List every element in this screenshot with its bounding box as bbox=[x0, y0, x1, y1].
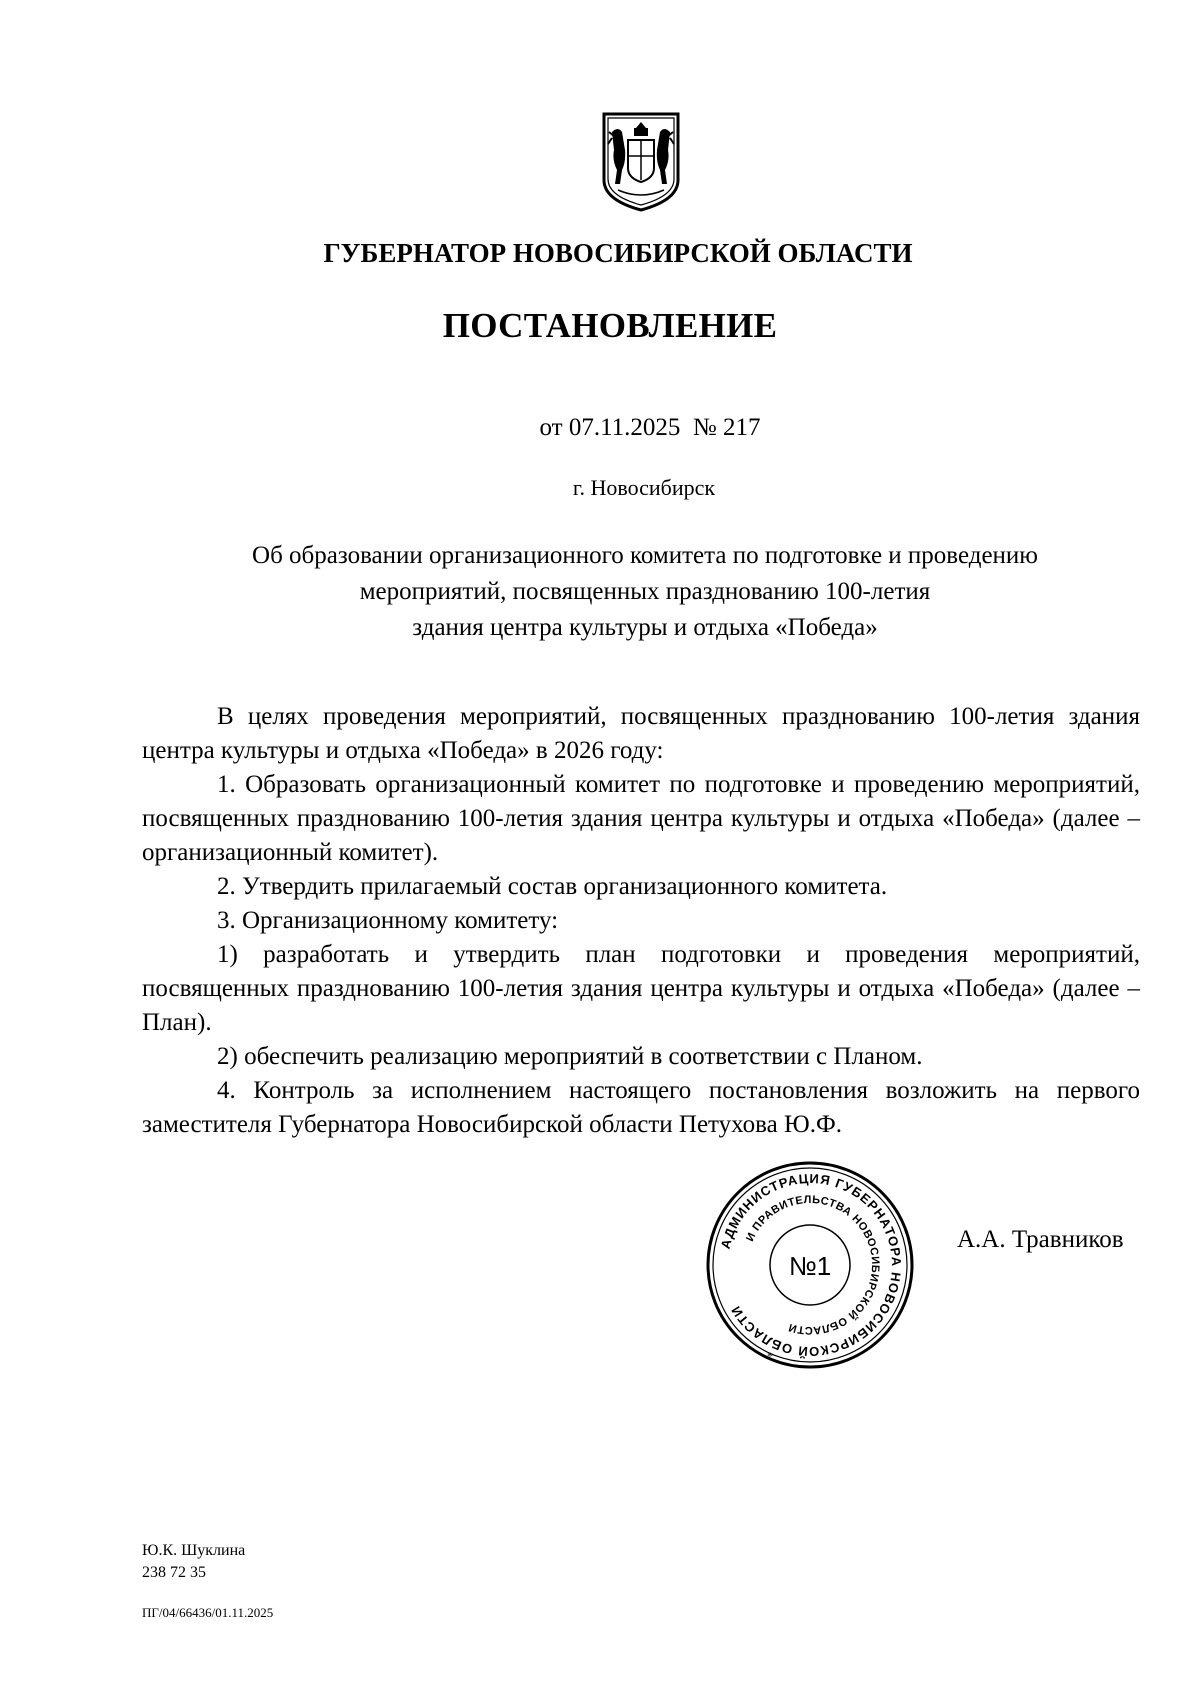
document-code: ПГ/04/66436/01.11.2025 bbox=[142, 1605, 274, 1620]
issuing-authority: ГУБЕРНАТОР НОВОСИБИРСКОЙ ОБЛАСТИ bbox=[323, 238, 913, 268]
coat-of-arms-icon bbox=[598, 110, 684, 213]
executor-phone: 238 72 35 bbox=[142, 1564, 206, 1581]
signatory-name: А.А. Травников bbox=[957, 1226, 1124, 1253]
seal-star-icon: * bbox=[767, 1349, 773, 1363]
body-paragraph: 2) обеспечить реализацию мероприятий в соответствии с Планом. bbox=[217, 1043, 923, 1070]
document-type: ПОСТАНОВЛЕНИЕ bbox=[442, 306, 778, 345]
body-paragraph: В целях проведения мероприятий, посвященных празднованию 100-летия здания центра культуры и отдыха «Победа» в 2026 году: bbox=[142, 703, 1140, 764]
body-paragraph: 1. Образовать организационный комитет по подготовке и проведению мероприятий, посвященных празднованию 100-летия здания центра культуры и отдыха «Победа» (далее – организационный комитет). bbox=[142, 771, 1140, 866]
body-paragraph: 3. Организационному комитету: bbox=[217, 907, 559, 934]
city: г. Новосибирск bbox=[572, 475, 716, 500]
document-title bbox=[150, 538, 1140, 646]
official-seal-stamp bbox=[705, 1160, 915, 1370]
title-line: здания центра культуры и отдыха «Победа» bbox=[412, 614, 878, 641]
body-paragraph: 4. Контроль за исполнением настоящего постановления возложить на первого заместителя Губернатора Новосибирской области Петухова Ю.Ф. bbox=[142, 1077, 1140, 1138]
title-line: Об образовании организационного комитета по подготовке и проведению bbox=[252, 542, 1038, 569]
executor-block bbox=[142, 1540, 245, 1584]
document-body bbox=[142, 700, 1140, 1142]
seal-outer-text: АДМИНИСТРАЦИЯ ГУБЕРНАТОРА НОВОСИБИРСКОЙ ОБЛАСТИ bbox=[717, 1170, 905, 1360]
seal-inner-text: И ПРАВИТЕЛЬСТВА НОВОСИБИРСКОЙ ОБЛАСТИ bbox=[744, 1193, 882, 1337]
executor-name: Ю.К. Шуклина bbox=[142, 1542, 246, 1559]
title-line: мероприятий, посвященных празднованию 100-летия bbox=[359, 578, 931, 605]
seal-number: №1 bbox=[788, 1251, 832, 1281]
body-paragraph: 2. Утвердить прилагаемый состав организационного комитета. bbox=[217, 873, 888, 900]
date-and-number: от 07.11.2025 № 217 bbox=[539, 414, 761, 441]
body-paragraph: 1) разработать и утвердить план подготовки и проведения мероприятий, посвященных празднованию 100-летия здания центра культуры и отдыха «Победа» (далее – План). bbox=[142, 941, 1140, 1036]
